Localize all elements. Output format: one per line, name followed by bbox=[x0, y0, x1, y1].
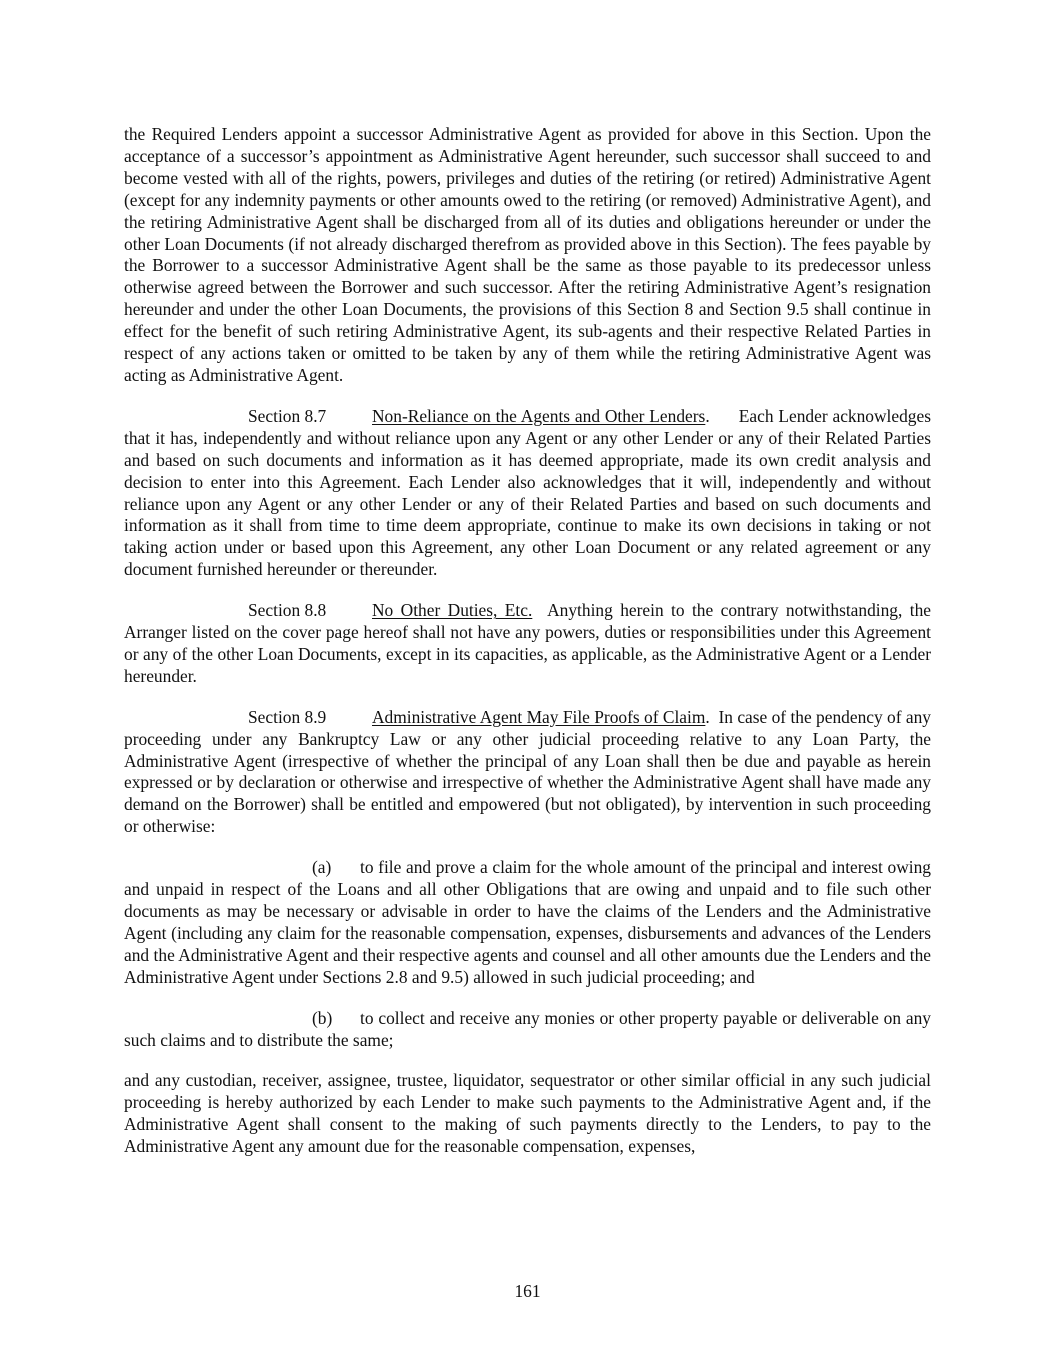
document-page bbox=[124, 124, 931, 1177]
section-title: No Other Duties, Etc. bbox=[372, 600, 533, 621]
section-8-7 bbox=[124, 406, 931, 581]
section-number: Section 8.8 bbox=[248, 600, 327, 621]
clause-label: (a) bbox=[312, 857, 332, 878]
section-8-9 bbox=[124, 707, 931, 838]
section-body: Each Lender acknowledges that it has, independently and without reliance upon any Agent or any other Lender or any of their Related Parties and based on such documents and information as it has deemed appropriate, made its own credit analysis and decision to enter into this Agreement. Each Lender also acknowledges that it will, independently and without reliance upon any Agent or any other Lender or any of their Related Parties and based on such documents and information as it shall from time to time deem appropriate, continue to make its own decisions in taking or not taking action under or based upon this Agreement, any other Loan Document or any related agreement or any document furnished hereunder or thereunder. bbox=[124, 405, 931, 580]
clause-b bbox=[124, 1008, 931, 1052]
section-8-8 bbox=[124, 600, 931, 688]
section-title: Administrative Agent May File Proofs of Claim bbox=[372, 706, 706, 727]
clause-label: (b) bbox=[312, 1007, 333, 1028]
clause-text: to collect and receive any monies or other property payable or deliverable on any such claims and to distribute the same; bbox=[124, 1007, 931, 1050]
section-body: Anything herein to the contrary notwithstanding, the Arranger listed on the cover page hereof shall not have any powers, duties or responsibilities under this Agreement or any of the other Loan Documents, except in its capacities, as applicable, as the Administrative Agent or a Lender hereunder. bbox=[124, 600, 931, 686]
section-title-suffix: . bbox=[705, 405, 710, 426]
section-title-suffix: . bbox=[705, 706, 710, 727]
clause-a bbox=[124, 857, 931, 988]
clause-text: to file and prove a claim for the whole amount of the principal and interest owing and unpaid in respect of the Loans and all other Obligations that are owing and unpaid and to file such other documents as may be necessary or advisable in order to have the claims of the Lenders and the Administrative Agent (including any claim for the reasonable compensation, expenses, disbursements and advances of the Lenders and the Administrative Agent and their respective agents and counsel and all other amounts due the Lenders and the Administrative Agent under Sections 2.8 and 9.5) allowed in such judicial proceeding; and bbox=[124, 857, 931, 987]
section-body: In case of the pendency of any proceeding under any Bankruptcy Law or any other judicial proceeding relative to any Loan Party, the Administrative Agent (irrespective of whether the principal of any Loan shall then be due and payable as herein expressed or by declaration or otherwise and irrespective of whether the Administrative Agent shall have made any demand on the Borrower) shall be entitled and empowered (but not obligated), by intervention in such proceeding or otherwise: bbox=[124, 706, 932, 837]
closing-paragraph: and any custodian, receiver, assignee, trustee, liquidator, sequestrator or other similar official in any such judicial proceeding is hereby authorized by each Lender to make such payments to the Administrative Agent and, if the Administrative Agent shall consent to the making of such payments directly to the Lenders, to pay to the Administrative Agent any amount due for the reasonable compensation, expenses, bbox=[124, 1070, 931, 1157]
intro-paragraph: the Required Lenders appoint a successor Administrative Agent as provided for above in this Section. Upon the acceptance of a successor’s appointment as Administrative Agent hereunder, such successor shall succeed to and become vested with all of the rights, powers, privileges and duties of the retiring (or retired) Administrative Agent (except for any indemnity payments or other amounts owed to the retiring (or removed) Administrative Agent), and the retiring Administrative Agent shall be discharged from all of its duties and obligations hereunder or under the other Loan Documents (if not already discharged therefrom as provided above in this Section). The fees payable by the Borrower to a successor Administrative Agent shall be the same as those payable to its predecessor unless otherwise agreed between the Borrower and such successor. After the retiring Administrative Agent’s resignation hereunder and under the other Loan Documents, the provisions of this Section 8 and Section 9.5 shall continue in effect for the benefit of such retiring Administrative Agent, its sub-agents and their respective Related Parties in respect of any actions taken or omitted to be taken by any of them while the retiring Administrative Agent was acting as Administrative Agent. bbox=[124, 124, 931, 385]
section-number: Section 8.7 bbox=[248, 405, 327, 426]
section-title: Non-Reliance on the Agents and Other Lenders bbox=[372, 405, 706, 426]
page-number: 161 bbox=[514, 1281, 541, 1301]
section-number: Section 8.9 bbox=[248, 706, 327, 727]
